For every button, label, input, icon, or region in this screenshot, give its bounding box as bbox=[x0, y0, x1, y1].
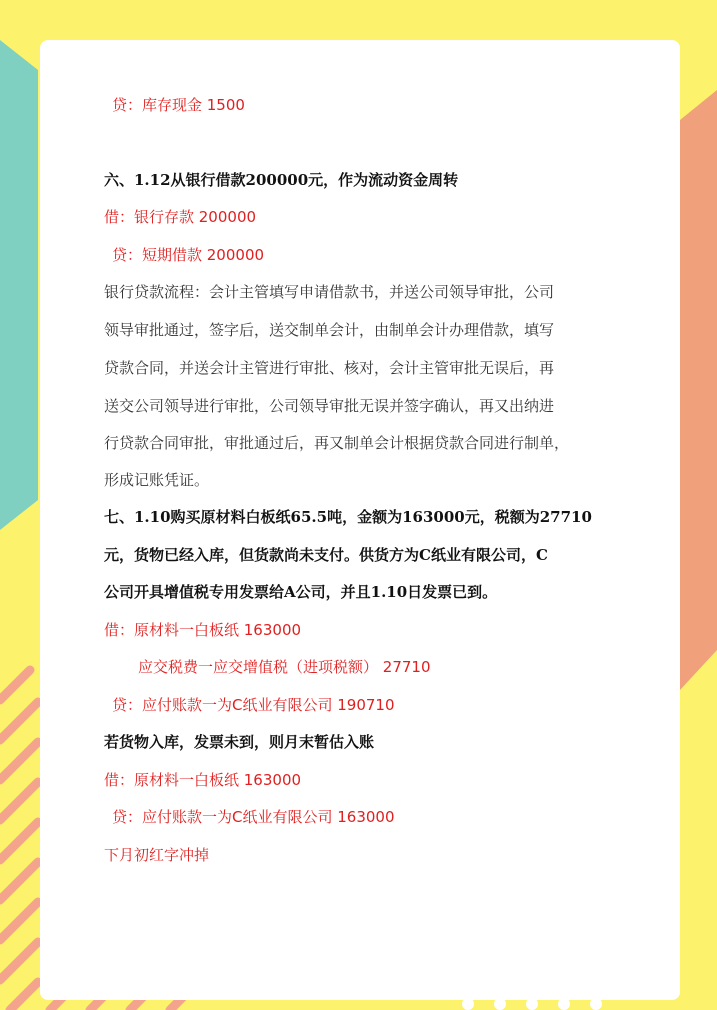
loan-process-line-1: 银行贷款流程：会计主管填写申请借款书，并送公司领导审批，公司 bbox=[104, 283, 555, 301]
section-six-heading: 六、1.12从银行借款200000元，作为流动资金周转 bbox=[104, 171, 459, 189]
debit-raw-material-estimate-line: 借：原材料一白板纸 163000 bbox=[104, 771, 302, 789]
loan-process-line-5: 行贷款合同审批，审批通过后，再又制单会计根据贷款合同进行制单， bbox=[104, 434, 570, 452]
estimate-entry-heading: 若货物入库，发票未到，则月末暂估入账 bbox=[104, 733, 375, 751]
credit-accounts-payable-line: 贷：应付账款一为C纸业有限公司 190710 bbox=[112, 696, 395, 714]
tax-payable-line: 应交税费一应交增值税（进项税额） 27710 bbox=[138, 658, 431, 676]
section-seven-heading-3: 公司开具增值税专用发票给A公司，并且1.10日发票已到。 bbox=[104, 583, 498, 601]
loan-process-line-6: 形成记账凭证。 bbox=[104, 471, 210, 489]
reversal-note-line: 下月初红字冲掉 bbox=[104, 846, 210, 864]
debit-raw-material-line: 借：原材料一白板纸 163000 bbox=[104, 621, 302, 639]
loan-process-line-2: 领导审批通过，签字后，送交制单会计，由制单会计办理借款，填写 bbox=[104, 321, 555, 339]
credit-short-term-loan-line: 贷：短期借款 200000 bbox=[112, 246, 265, 264]
loan-process-line-3: 贷款合同，并送会计主管进行审批、核对，会计主管审批无误后，再 bbox=[104, 359, 555, 377]
salmon-shape bbox=[680, 90, 717, 690]
loan-process-line-4: 送交公司领导进行审批，公司领导审批无误并签字确认，再又出纳进 bbox=[104, 397, 555, 415]
section-seven-heading-1: 七、1.10购买原材料白板纸65.5吨，金额为163000元，税额为27710 bbox=[104, 508, 592, 526]
credit-accounts-payable-estimate-line: 贷：应付账款一为C纸业有限公司 163000 bbox=[112, 808, 395, 826]
section-seven-heading-2: 元，货物已经入库，但货款尚未支付。供货方为C纸业有限公司，C bbox=[104, 546, 548, 564]
credit-cash-line: 贷：库存现金 1500 bbox=[112, 96, 245, 114]
teal-shape bbox=[0, 40, 38, 530]
debit-bank-deposit-line: 借：银行存款 200000 bbox=[104, 208, 257, 226]
